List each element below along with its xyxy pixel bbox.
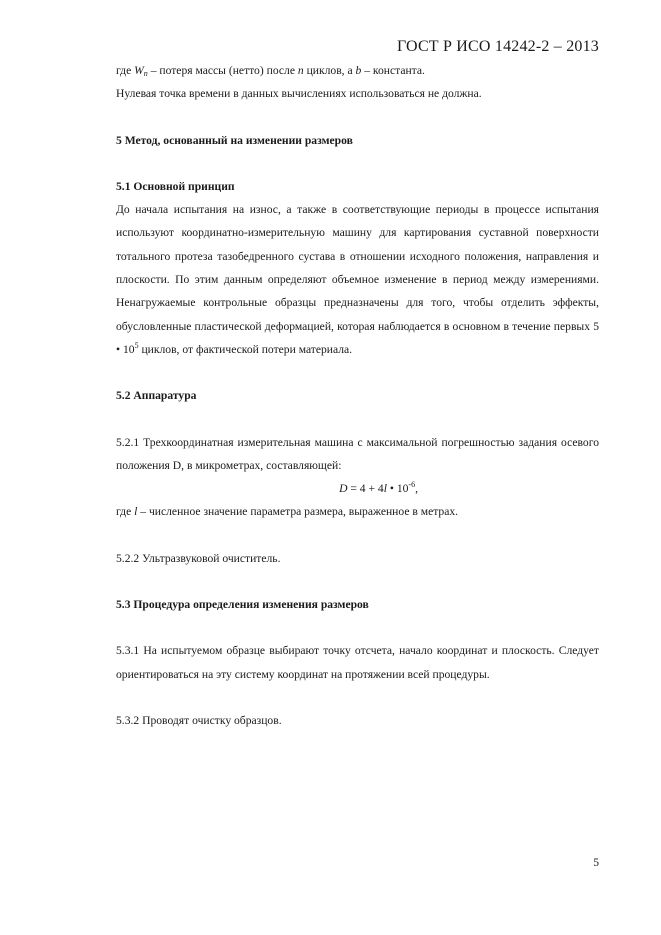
intro-where-suffix: – константа. (361, 64, 425, 77)
intro-where-line (116, 59, 599, 82)
clause-5-3-2: 5.3.2 Проводят очистку образцов. (116, 713, 282, 727)
principle-text-a: До начала испытания на износ, а также в соответствующие периоды в процессе испытания используют координатно-измерительную машину для картирования суставной поверхности тотального протеза тазобедренного сустава в отношении исходного положения, направления и плоскости. По этим данным определяют объемное изменение в период между измерениями. Ненагружаемые контрольные образцы предназначены для того, чтобы отделить эффекты, обусловленные пластической деформацией, которая наблюдается в основном в течение первых 5 • 10 (116, 203, 599, 356)
section-5-1-paragraph (116, 198, 599, 361)
intro-var-b: b (355, 64, 362, 77)
clause-5-2-1: 5.2.1 Трехкоординатная измерительная машина с максимальной погрешностью задания осевого положения D, в микрометрах, составляющей: (116, 435, 599, 472)
formula-tail: • 10 (386, 482, 409, 496)
section-5-2-heading: 5.2 Аппаратура (116, 389, 197, 403)
section-5-heading: 5 Метод, основанный на изменении размеров (116, 133, 353, 147)
intro-note: Нулевая точка времени в данных вычислениях использоваться не должна. (116, 87, 482, 101)
formula-mid: = 4 + 4 (347, 482, 384, 496)
standard-code-header: ГОСТ Р ИСО 14242-2 – 2013 (396, 38, 599, 55)
formula-where-text: – численное значение параметра размера, выраженное в метрах. (137, 505, 459, 519)
formula-end: , (415, 482, 418, 496)
formula-exponent: -6 (408, 480, 416, 490)
intro-var-n-sub: n (143, 69, 148, 78)
formula-where-prefix: где (116, 505, 135, 519)
section-5-3-heading: 5.3 Процедура определения изменения размеров (116, 598, 369, 612)
page-body (116, 59, 599, 732)
intro-where-mid2: циклов, а (303, 64, 356, 77)
clause-5-2-2: 5.2.2 Ультразвуковой очиститель. (116, 551, 281, 565)
tolerance-formula (116, 477, 599, 500)
formula-var-l: l (383, 482, 387, 496)
intro-var-n: n (297, 64, 304, 77)
intro-where-mid: – потеря массы (нетто) после (147, 64, 298, 77)
formula-where-var: l (134, 505, 138, 519)
intro-where-prefix: где (116, 64, 135, 77)
clause-5-3-1: 5.3.1 На испытуемом образце выбирают точку отсчета, начало координат и плоскость. Следует ориентироваться на эту систему координат на протяжении всей процедуры. (116, 644, 599, 681)
intro-var-w: W (134, 64, 144, 77)
page-number: 5 (593, 856, 599, 869)
formula-where-line (116, 500, 599, 523)
section-5-1-heading: 5.1 Основной принцип (116, 179, 235, 193)
formula-var-d: D (339, 482, 348, 496)
principle-exponent: 5 (134, 340, 139, 350)
principle-text-b: циклов, от фактической потери материала. (138, 342, 353, 356)
